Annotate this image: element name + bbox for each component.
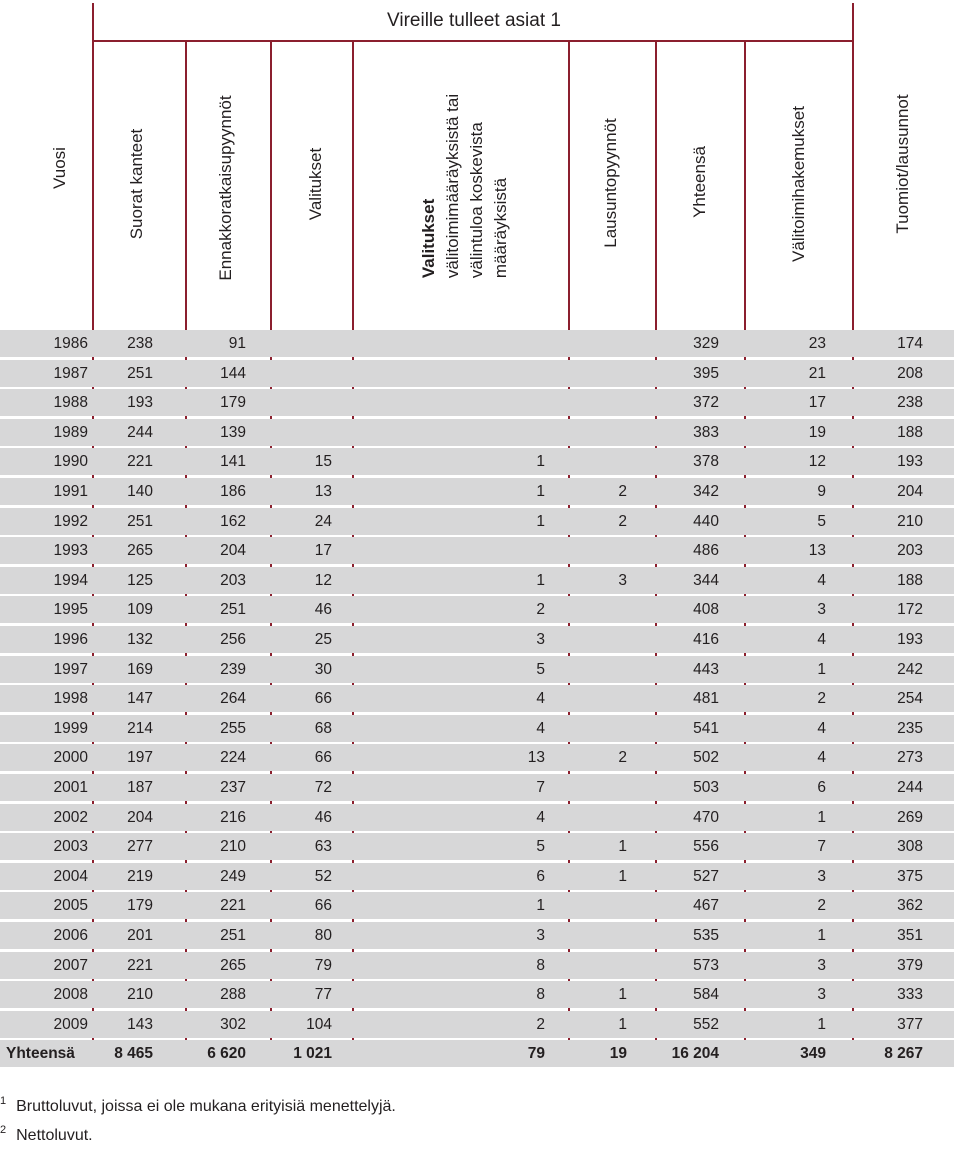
cell-appeals: 17 <box>314 542 332 560</box>
cell-interim-applications: 23 <box>808 335 826 352</box>
table-row <box>0 596 954 623</box>
cell-interim-appeals: 1 <box>536 453 545 471</box>
cell-preliminary: 224 <box>220 749 246 767</box>
cell-appeals: 66 <box>314 897 332 915</box>
table-row <box>0 685 954 712</box>
cell-interim-applications: 2 <box>817 897 826 915</box>
table-row <box>0 833 954 860</box>
footnote-1-mark: 1 <box>0 1095 7 1107</box>
cell-year: 2003 <box>53 838 88 856</box>
cell-interim-applications: 9 <box>817 483 826 500</box>
cell-year: 1996 <box>53 631 88 648</box>
cell-direct: 251 <box>127 512 153 530</box>
cell-interim-appeals: 1 <box>536 483 545 500</box>
cell-interim-applications: 3 <box>817 601 826 619</box>
cell-judgments: 238 <box>897 394 923 412</box>
cell-interim-applications: 4 <box>817 749 826 767</box>
table-row <box>0 656 954 683</box>
cell-preliminary: 251 <box>220 601 246 619</box>
cell-preliminary: 186 <box>220 483 246 500</box>
cell-opinions: 2 <box>618 749 627 767</box>
table-row <box>0 537 954 564</box>
cell-preliminary: 203 <box>220 571 246 589</box>
cell-year: 1992 <box>53 512 88 530</box>
cell-total: 443 <box>693 660 719 678</box>
cell-direct: 219 <box>127 867 153 885</box>
cell-appeals: 15 <box>314 453 332 471</box>
cell-judgments: 242 <box>897 660 923 678</box>
cell-direct: 244 <box>127 423 153 441</box>
header-opinion-requests: Lausuntopyynnöt <box>601 118 620 248</box>
cell-interim-applications: 4 <box>817 571 826 589</box>
cell-direct: 251 <box>127 364 153 382</box>
table-row <box>0 330 954 357</box>
cell-judgments: 235 <box>897 719 923 737</box>
cell-interim-applications: 4 <box>817 631 826 648</box>
cell-opinions: 3 <box>618 571 627 589</box>
cell-opinions: 2 <box>618 512 627 530</box>
header-divider <box>94 40 854 42</box>
cell-preliminary: 221 <box>220 897 246 915</box>
cell-direct: 214 <box>127 719 153 737</box>
table-row <box>0 715 954 742</box>
cell-interim-applications: 3 <box>817 867 826 885</box>
header-interim-applications: Välitoimihakemukset <box>789 106 808 262</box>
cell-total: 470 <box>693 808 719 826</box>
cell-direct: 187 <box>127 779 153 796</box>
cell-judgments: 193 <box>897 453 923 471</box>
cell-appeals: 13 <box>314 483 332 500</box>
cell-interim-applications: 19 <box>808 423 826 441</box>
cell-preliminary: 139 <box>220 423 246 441</box>
table-row <box>0 448 954 475</box>
table-row <box>0 774 954 801</box>
cell-appeals: 46 <box>314 601 332 619</box>
cell-interim-appeals: 2 <box>536 601 545 619</box>
cell-year: 1993 <box>53 542 88 560</box>
cell-judgments: 375 <box>897 867 923 885</box>
cell-interim-appeals: 5 <box>536 660 545 678</box>
cell-total: 372 <box>693 394 719 412</box>
cell-judgments: 362 <box>897 897 923 915</box>
cell-preliminary: 162 <box>220 512 246 530</box>
cell-interim-appeals: 1 <box>536 571 545 589</box>
table-row <box>0 952 954 979</box>
cell-direct: 277 <box>127 838 153 856</box>
cell-direct: 201 <box>127 927 153 944</box>
cell-year: 2001 <box>53 779 88 796</box>
cell-interim-applications: 17 <box>808 394 826 412</box>
cell-appeals: 12 <box>314 571 332 589</box>
cell-total: 383 <box>693 423 719 441</box>
cell-preliminary: 255 <box>220 719 246 737</box>
table-row <box>0 626 954 653</box>
cell-interim-applications: 5 <box>817 512 826 530</box>
cell-total: 378 <box>693 453 719 471</box>
cell-judgments: 244 <box>897 779 923 796</box>
cell-judgments: 351 <box>897 927 923 944</box>
cell-direct: 204 <box>127 808 153 826</box>
cell-opinions: 2 <box>618 483 627 500</box>
cell-judgments: 308 <box>897 838 923 856</box>
footnote-1 <box>0 1095 396 1116</box>
cell-judgments: 208 <box>897 364 923 382</box>
cell-total: 342 <box>693 483 719 500</box>
cell-total: 552 <box>693 1015 719 1033</box>
cell-year: 2008 <box>53 986 88 1004</box>
cell-total: 467 <box>693 897 719 915</box>
cell-preliminary: 216 <box>220 808 246 826</box>
cell-interim-applications: 4 <box>817 719 826 737</box>
cell-interim-applications: 7 <box>817 838 826 856</box>
table-row <box>0 360 954 387</box>
cell-direct: 147 <box>127 690 153 708</box>
cell-interim-applications: 21 <box>808 364 826 382</box>
cell-total: 486 <box>693 542 719 560</box>
cell-preliminary: 204 <box>220 542 246 560</box>
cell-interim-appeals: 8 <box>536 986 545 1004</box>
cell-preliminary: 210 <box>220 838 246 856</box>
cell-total: 481 <box>693 690 719 708</box>
cell-year: 1989 <box>53 423 88 441</box>
cell-judgments: 204 <box>897 483 923 500</box>
cell-direct: 265 <box>127 542 153 560</box>
cell-judgments: 193 <box>897 631 923 648</box>
cell-judgments: 273 <box>897 749 923 767</box>
cell-interim-applications: 1 <box>817 1015 826 1033</box>
footnote-2 <box>0 1124 93 1145</box>
header-direct-actions: Suorat kanteet <box>127 128 146 240</box>
cell-judgments: 269 <box>897 808 923 826</box>
cell-direct: 140 <box>127 483 153 500</box>
cell-appeals: 46 <box>314 808 332 826</box>
cell-year: 1987 <box>53 364 88 382</box>
cell-interim-appeals: 1 <box>536 512 545 530</box>
footnote-2-text: Nettoluvut. <box>16 1127 93 1144</box>
cell-year: 1990 <box>53 453 88 471</box>
cell-direct: 197 <box>127 749 153 767</box>
cell-opinions: 19 <box>609 1045 627 1063</box>
table-row <box>0 478 954 505</box>
cell-total: 408 <box>693 601 719 619</box>
header-preliminary-references: Ennakkoratkaisupyynnöt <box>216 95 235 281</box>
cell-interim-appeals: 7 <box>536 779 545 796</box>
cell-year: 1994 <box>53 571 88 589</box>
table-row <box>0 744 954 771</box>
cell-direct: 125 <box>127 571 153 589</box>
cell-judgments: 203 <box>897 542 923 560</box>
table-row <box>0 419 954 446</box>
cell-direct: 109 <box>127 601 153 619</box>
cell-total: 503 <box>693 779 719 796</box>
cell-opinions: 1 <box>618 838 627 856</box>
cell-judgments: 254 <box>897 690 923 708</box>
cell-appeals: 77 <box>314 986 332 1004</box>
cell-appeals: 79 <box>314 956 332 974</box>
cell-appeals: 80 <box>314 927 332 944</box>
footnote-2-mark: 2 <box>0 1124 7 1136</box>
table-row <box>0 981 954 1008</box>
cell-appeals: 25 <box>314 631 332 648</box>
cell-total: 329 <box>693 335 719 352</box>
cell-total: 527 <box>693 867 719 885</box>
cell-judgments: 188 <box>897 423 923 441</box>
cell-interim-appeals: 79 <box>527 1045 545 1063</box>
header-interim-appeals-line2: välitoimimääräyksistä tai <box>443 93 462 279</box>
cell-opinions: 1 <box>618 986 627 1004</box>
cell-direct: 132 <box>127 631 153 648</box>
cell-total: 584 <box>693 986 719 1004</box>
cell-interim-applications: 349 <box>800 1045 826 1063</box>
cell-year: 1988 <box>53 394 88 412</box>
cell-direct: 143 <box>127 1015 153 1033</box>
cell-preliminary: 179 <box>220 394 246 412</box>
table-row <box>0 389 954 416</box>
cell-appeals: 68 <box>314 719 332 737</box>
header-interim-appeals <box>417 94 513 278</box>
cell-appeals: 24 <box>314 512 332 530</box>
cell-year: 2000 <box>53 749 88 767</box>
cell-appeals: 66 <box>314 690 332 708</box>
cell-appeals: 52 <box>314 867 332 885</box>
cell-interim-appeals: 3 <box>536 927 545 944</box>
cell-preliminary: 239 <box>220 660 246 678</box>
cell-year: 2002 <box>53 808 88 826</box>
group-title: Vireille tulleet asiat 1 <box>387 10 561 31</box>
cell-interim-applications: 1 <box>817 927 826 944</box>
table-row <box>0 892 954 919</box>
cell-total: 535 <box>693 927 719 944</box>
cell-interim-applications: 6 <box>817 779 826 796</box>
header-year: Vuosi <box>50 147 69 189</box>
cell-preliminary: 144 <box>220 364 246 382</box>
cell-opinions: 1 <box>618 1015 627 1033</box>
cell-interim-applications: 2 <box>817 690 826 708</box>
cell-preliminary: 288 <box>220 986 246 1004</box>
cell-year: 1995 <box>53 601 88 619</box>
cell-direct: 8 465 <box>114 1045 153 1063</box>
cell-interim-appeals: 1 <box>536 897 545 915</box>
cell-total: 16 204 <box>671 1045 719 1063</box>
cell-year: 1998 <box>53 690 88 708</box>
cell-interim-applications: 1 <box>817 660 826 678</box>
cell-total: 440 <box>693 512 719 530</box>
cell-year: 1986 <box>53 335 88 352</box>
footnote-1-text: Bruttoluvut, joissa ei ole mukana erityisiä menettelyjä. <box>16 1098 396 1115</box>
header-judgments: Tuomiot/lausunnot <box>893 94 912 234</box>
cell-direct: 179 <box>127 897 153 915</box>
cell-judgments: 379 <box>897 956 923 974</box>
cell-preliminary: 251 <box>220 927 246 944</box>
cell-judgments: 210 <box>897 512 923 530</box>
cell-interim-appeals: 5 <box>536 838 545 856</box>
cell-interim-appeals: 6 <box>536 867 545 885</box>
cell-interim-applications: 12 <box>808 453 826 471</box>
cell-appeals: 104 <box>306 1015 332 1033</box>
cell-judgments: 377 <box>897 1015 923 1033</box>
header-total: Yhteensä <box>690 146 709 218</box>
cell-interim-applications: 1 <box>817 808 826 826</box>
cell-direct: 238 <box>127 335 153 352</box>
cell-direct: 221 <box>127 956 153 974</box>
cell-judgments: 8 267 <box>884 1045 923 1063</box>
cell-year: 2004 <box>53 867 88 885</box>
header-interim-appeals-line1: Valitukset <box>419 198 438 279</box>
cell-appeals: 66 <box>314 749 332 767</box>
cell-appeals: 63 <box>314 838 332 856</box>
header-interim-appeals-line4: määräyksistä <box>491 177 510 279</box>
cell-year: 2005 <box>53 897 88 915</box>
cell-total: 556 <box>693 838 719 856</box>
cell-preliminary: 249 <box>220 867 246 885</box>
cell-judgments: 172 <box>897 601 923 619</box>
table-row <box>0 567 954 594</box>
cell-total: 344 <box>693 571 719 589</box>
cell-appeals: 1 021 <box>293 1045 332 1063</box>
table-row <box>0 1011 954 1038</box>
table-row <box>0 863 954 890</box>
table-row <box>0 508 954 535</box>
cell-interim-appeals: 4 <box>536 808 545 826</box>
cell-interim-appeals: 13 <box>527 749 545 767</box>
header-appeals: Valitukset <box>306 147 325 221</box>
cell-year: 2006 <box>53 927 88 944</box>
cell-year: 2007 <box>53 956 88 974</box>
cell-preliminary: 141 <box>220 453 246 471</box>
cell-preliminary: 6 620 <box>207 1045 246 1063</box>
cell-preliminary: 265 <box>220 956 246 974</box>
header-interim-appeals-line3: välintuloa koskevista <box>467 122 486 279</box>
table-row <box>0 922 954 949</box>
cell-interim-applications: 13 <box>808 542 826 560</box>
cell-preliminary: 256 <box>220 631 246 648</box>
cell-preliminary: 264 <box>220 690 246 708</box>
cell-interim-applications: 3 <box>817 986 826 1004</box>
cell-direct: 221 <box>127 453 153 471</box>
totals-row <box>0 1040 954 1067</box>
cell-interim-appeals: 3 <box>536 631 545 648</box>
cell-direct: 193 <box>127 394 153 412</box>
cell-preliminary: 237 <box>220 779 246 796</box>
cell-total: 416 <box>693 631 719 648</box>
cell-interim-appeals: 4 <box>536 690 545 708</box>
cell-year: 1997 <box>53 660 88 678</box>
cell-interim-appeals: 2 <box>536 1015 545 1033</box>
cell-opinions: 1 <box>618 867 627 885</box>
cell-direct: 169 <box>127 660 153 678</box>
cell-total: 573 <box>693 956 719 974</box>
cell-year: Yhteensä <box>6 1045 75 1063</box>
cell-total: 502 <box>693 749 719 767</box>
cell-preliminary: 302 <box>220 1015 246 1033</box>
cell-judgments: 188 <box>897 571 923 589</box>
cell-total: 541 <box>693 719 719 737</box>
cell-year: 2009 <box>53 1015 88 1033</box>
cell-appeals: 72 <box>314 779 332 796</box>
cell-judgments: 333 <box>897 986 923 1004</box>
cell-direct: 210 <box>127 986 153 1004</box>
cell-interim-applications: 3 <box>817 956 826 974</box>
cell-preliminary: 91 <box>228 335 246 352</box>
cell-year: 1991 <box>53 483 88 500</box>
cell-year: 1999 <box>53 719 88 737</box>
cell-interim-appeals: 8 <box>536 956 545 974</box>
cell-total: 395 <box>693 364 719 382</box>
cell-appeals: 30 <box>314 660 332 678</box>
cell-interim-appeals: 4 <box>536 719 545 737</box>
cell-judgments: 174 <box>897 335 923 352</box>
table-row <box>0 804 954 831</box>
